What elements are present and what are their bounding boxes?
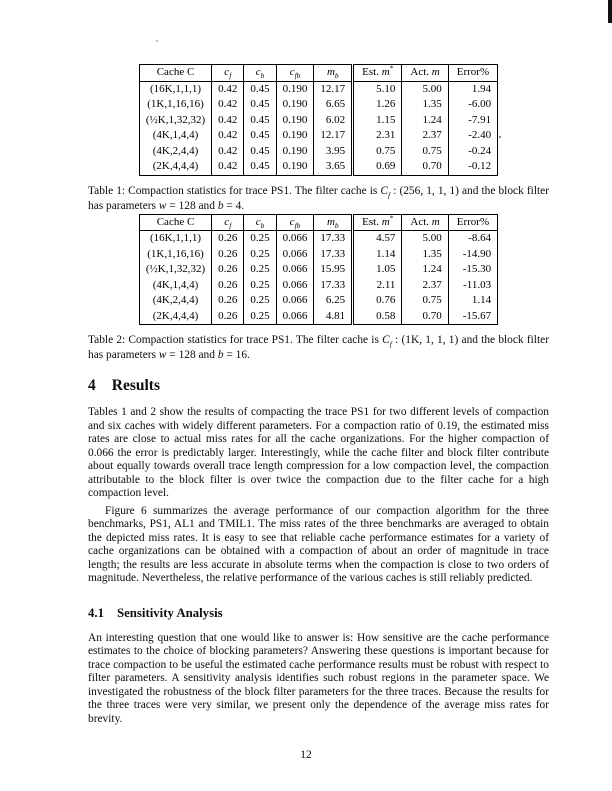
column-header: $m_b$ [314,214,353,231]
table-row [139,293,497,309]
table-cell: 0.25 [244,309,276,325]
table-cell: 2.37 [402,278,448,294]
table-cell: 0.190 [276,81,314,97]
table-row [139,309,497,325]
table-cell: 0.70 [402,159,448,175]
table-cell: 0.42 [212,128,244,144]
column-header: $c_{fb}$ [276,214,314,231]
table-cell: (4K,2,4,4) [152,294,199,306]
table-cell: 5.00 [402,231,448,247]
table-row [139,128,497,144]
table-cell: 0.42 [212,81,244,97]
table-cell: 5.10 [353,81,402,97]
column-header: Error% [448,65,497,82]
table-cell: 0.42 [212,97,244,113]
section-heading-sensitivity [88,605,549,621]
table-row [139,97,497,113]
table-cell: 0.190 [276,144,314,160]
table-cell: 0.26 [212,231,244,247]
scan-speck [499,136,501,138]
table-cell: (16K,1,1,1) [150,82,202,95]
table-cell: -0.12 [448,159,497,175]
table-cell: 15.95 [314,262,353,278]
table-cell: 0.45 [244,113,276,129]
table-cell: 0.26 [212,247,244,263]
table-cell: 0.190 [276,159,314,175]
table-cell: -2.40 [448,128,497,144]
table-cell: 12.17 [314,128,353,144]
table-cell: 2.31 [353,128,402,144]
table-cell: 0.42 [212,144,244,160]
subsection-number: 4.1 [88,605,104,620]
table-cell: 0.066 [276,309,314,325]
table-cell: 1.35 [402,247,448,263]
column-header: Act. m [402,65,448,82]
table-cell: -7.91 [448,113,497,129]
table-cell: 6.02 [314,113,353,129]
table-cell: -0.24 [448,144,497,160]
table-cell: (4K,1,4,4) [152,278,199,291]
table-1 [139,64,498,176]
table-header-row [139,65,497,82]
table-row [139,113,497,129]
table-cell: 1.15 [353,113,402,129]
table-cell: 1.35 [402,97,448,113]
table-cell: -14.90 [448,247,497,263]
table-cell: 1.05 [353,262,402,278]
paragraph-sensitivity-1: An interesting question that one would like to answer is: How sensitive are the cache performance estimates to the choice of blocking parameters? Answering these questions is important because for trace compaction to be useful the estimated cache performance results must be robust with respect to filter parameters. A sensitivity analysis identifies such robust regions in the parameter space. We investigated the robustness of the block filter parameters for the three traces. Because the results for the three traces were very similar, we present only the dependence of the average miss rates for brevity. [88,631,549,725]
paragraph-results-2: Figure 6 summarizes the average performance of our compaction algorithm for the three benchmarks, PS1, AL1 and TMIL1. The miss rates of the three benchmarks are averaged to obtain the depicted miss rates. It is easy to see that reliable cache performance estimates for a variety of cache organizations can be obtained with a compaction of about an order of magnitude in trace length; the results are less accurate in absolute terms when the compaction is close to two orders of magnitude. Nevertheless, the relative performance of the various caches is still reliably predicted. [88,504,549,584]
table-1-caption: Table 1: Compaction statistics for trace PS1. The filter cache is $C_f$ : (256, 1, 1, 1) and the block filter has parameters w = 128 and b = 4. [88,184,549,212]
table-cell: 0.066 [276,278,314,294]
table-cell: 1.14 [353,247,402,263]
table-cell: (4K,1,4,4) [152,129,199,141]
table-cell: 0.75 [402,144,448,160]
table-cell: 2.11 [353,278,402,294]
column-header: Est. m* [353,214,402,231]
table-cell: 0.25 [244,278,276,294]
table-cell: 0.25 [244,231,276,247]
scan-artifact-corner-mark [608,0,612,23]
table-row [139,144,497,160]
table-cell: 0.26 [212,293,244,309]
table-row [139,278,497,294]
section-title: Results [111,377,160,394]
table-cell: 6.65 [314,97,353,113]
table-cell: -8.64 [448,231,497,247]
table-cell: 0.45 [244,97,276,113]
table-cell: 0.26 [212,309,244,325]
table-cell: 0.45 [244,144,276,160]
table-cell: 0.066 [276,262,314,278]
table-cell: 1.26 [353,97,402,113]
table-cell: (2K,4,4,4) [152,160,199,172]
table-cell: 0.190 [276,128,314,144]
table-cell: 0.45 [244,159,276,175]
table-cell: 0.70 [402,309,448,325]
column-header: Act. m [402,214,448,231]
table-cell: 0.76 [353,293,402,309]
table-cell: 4.57 [353,231,402,247]
page-number: 12 [300,749,312,761]
table-cell: 0.25 [244,262,276,278]
table-cell: -6.00 [448,97,497,113]
table-cell: 0.69 [353,159,402,175]
table-cell: 1.94 [448,81,497,97]
column-header: Cache C [139,214,211,231]
paragraph-results-1: Tables 1 and 2 show the results of compacting the trace PS1 for two different levels of compaction and six caches with widely different parameters. For a compaction ratio of 0.19, the estimated miss rates are close to actual miss rates for all the cache organizations. For the higher compaction of 0.066 the error is predictably larger. Interestingly, while the cache filter and block filter contribute about equally towards overall trace length compression for a low compaction level, the compaction attributable to the block filter is over twice the compaction due to the filter cache for a high compaction level. [88,406,549,499]
table-cell: 0.066 [276,231,314,247]
section-heading-results [88,377,549,395]
table-cell: 17.33 [314,247,353,263]
table-cell: 2.37 [402,128,448,144]
column-header: $c_b$ [244,214,276,231]
table-cell: (½K,1,32,32) [145,263,206,275]
column-header: $c_f$ [212,65,244,82]
table-cell: 0.066 [276,293,314,309]
table-cell: 0.42 [212,113,244,129]
table-cell: 0.45 [244,128,276,144]
table-header-row [139,214,497,231]
table-cell: (½K,1,32,32) [145,113,206,126]
table-cell: -11.03 [448,278,497,294]
table-cell: 0.75 [402,293,448,309]
table-cell: 0.066 [276,247,314,263]
column-header: $m_b$ [314,65,353,82]
table-cell: 3.65 [314,159,353,175]
table-cell: 12.17 [314,81,353,97]
table-cell: 4.81 [314,309,353,325]
table-row [139,262,497,278]
table-cell: 0.190 [276,113,314,129]
column-header: Error% [448,214,497,231]
table-cell: 0.45 [244,81,276,97]
table-cell: 0.26 [212,278,244,294]
table-cell: 0.190 [276,97,314,113]
table-cell: 0.42 [212,159,244,175]
table-cell: (2K,4,4,4) [152,309,199,322]
table-2 [139,214,498,326]
table-cell: -15.67 [448,309,497,325]
table-cell: (4K,2,4,4) [152,144,199,157]
table-cell: 0.58 [353,309,402,325]
table-cell: 0.25 [244,247,276,263]
table-cell: (1K,1,16,16) [147,98,204,110]
scan-speck [156,40,158,42]
table-cell: 1.24 [402,262,448,278]
table-cell: 1.14 [448,293,497,309]
table-cell: 0.26 [212,262,244,278]
table-cell: 17.33 [314,278,353,294]
table-row [139,231,497,247]
section-number: 4 [88,377,96,394]
table-cell: 0.75 [353,144,402,160]
table-cell: 1.24 [402,113,448,129]
page [88,0,549,791]
table-cell: -15.30 [448,262,497,278]
table-row [139,81,497,97]
table-cell: 17.33 [314,231,353,247]
table-cell: (16K,1,1,1) [150,232,202,244]
table-cell: 5.00 [402,81,448,97]
column-header: Est. m* [353,65,402,82]
table-cell: (1K,1,16,16) [147,247,204,260]
table-cell: 3.95 [314,144,353,160]
table-cell: 6.25 [314,293,353,309]
table-cell: 0.25 [244,293,276,309]
table-2-caption: Table 2: Compaction statistics for trace PS1. The filter cache is $C_f$ : (1K, 1, 1, 1) and the block filter has parameters w = 128 and b = 16. [88,334,549,361]
column-header: $c_b$ [244,65,276,82]
table-row [139,247,497,263]
column-header: $c_f$ [212,214,244,231]
table-row [139,159,497,175]
column-header: $c_{fb}$ [276,65,314,82]
subsection-title: Sensitivity Analysis [117,605,223,620]
column-header: Cache C [139,65,211,82]
